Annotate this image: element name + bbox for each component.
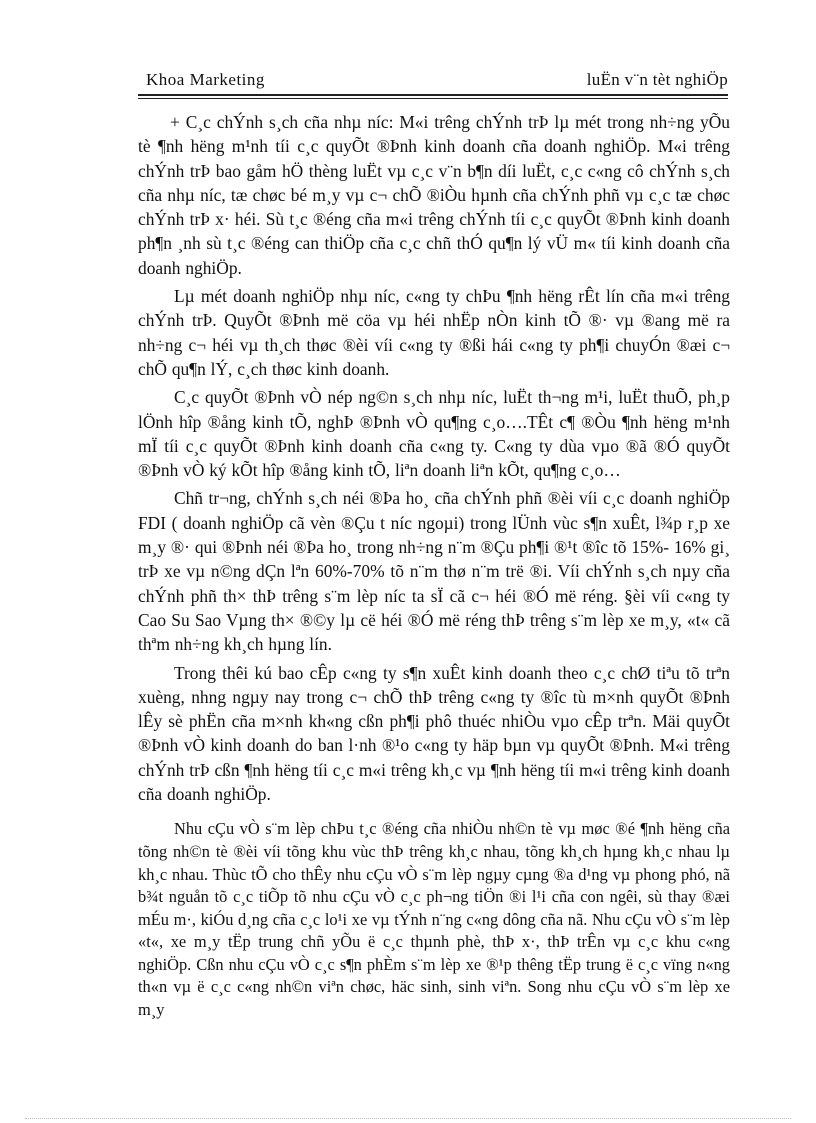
paragraph: + C¸c chÝnh s¸ch cña nhµ níc: M«i trêng chÝnh trÞ lµ mét trong nh÷ng yÕu tè ¶nh hëng m¹nh tíi c¸c quyÕt ®Þnh kinh doanh cña doanh nghiÖp. M«i trêng chÝnh trÞ bao gåm hÖ thèng luËt vµ c¸c v¨n b¶n díi luËt, c¸c c«ng cô chÝnh s¸ch cña nhµ níc, tæ chøc bé m¸y vµ c¬ chÕ ®iÒu hµnh cña chÝnh phñ vµ c¸c tæ chøc chÝnh trÞ x· héi. Sù t¸c ®éng cña m«i trêng chÝnh tíi c¸c quyÕt ®Þnh kinh doanh ph¶n ¸nh sù t¸c ®éng can thiÖp cña c¸c chñ thÓ qu¶n lý vÜ m« tíi kinh doanh cña doanh nghiÖp. [138,112,730,278]
paragraph: Chñ tr¬ng, chÝnh s¸ch néi ®Þa ho¸ cña chÝnh phñ ®èi víi c¸c doanh nghiÖp FDI ( doanh nghiÖp cã vèn ®Çu t níc ngoµi) trong lÜnh vùc s¶n xuÊt, l¾p r¸p xe m¸y ®· qui ®Þnh néi ®Þa ho¸ trong nh÷ng n¨m ®Çu ph¶i ®¹t ®îc tõ 15%- 16% gi¸ trÞ xe vµ n©ng dÇn lªn 60%-70% tõ n¨m thø n¨m trë ®i. Víi chÝnh s¸ch nµy cña chÝnh phñ th× thÞ trêng s¨m lèp níc ta sÏ cã c¬ héi ®Ó më réng. §èi víi c«ng ty Cao Su Sao Vµng th× ®©y lµ cë héi ®Ó më réng thÞ trêng s¨m lèp xe m¸y, «t« cã thªm nh÷ng kh¸ch hµng lín. [138,488,730,655]
page-bottom-border [25,1118,791,1119]
header-faculty: Khoa Marketing [146,70,265,89]
header-rule-thin [138,98,728,99]
page-header [138,66,728,96]
paragraph: Nhu cÇu vÒ s¨m lèp chÞu t¸c ®éng cña nhiÒu nh©n tè vµ møc ®é ¶nh hëng cña tõng nh©n tè ®èi víi tõng khu vùc thÞ trêng kh¸c nhau, tõng kh¸ch hµng kh¸c nhau lµ kh¸c nhau. Thùc tÕ cho thÊy nhu cÇu vÒ s¨m lèp ngµy cµng ®a d¹ng vµ phong phó, nã b¾t nguån tõ c¸c tiÕp tõ nhu cÇu vÒ c¸c ph¬ng tiÖn ®i l¹i cña con ngêi, sù thay ®æi mÉu m·, kiÓu d¸ng cña c¸c lo¹i xe vµ tÝnh n¨ng c«ng dông cña nã. Nhu cÇu vÒ s¨m lèp «t«, xe m¸y tËp trung chñ yÕu ë c¸c thµnh phè, thÞ x·, thÞ trÊn vµ c¸c khu c«ng nghiÖp. Cßn nhu cÇu vÒ c¸c s¶n phÈm s¨m lèp xe ®¹p thêng tËp trung ë c¸c vïng n«ng th«n vµ ë c¸c c«ng nh©n viªn chøc, häc sinh, sinh viªn. Song nhu cÇu vÒ s¨m lèp xe m¸y [138,819,730,1020]
paragraph: Trong thêi kú bao cÊp c«ng ty s¶n xuÊt kinh doanh theo c¸c chØ tiªu tõ trªn xuèng, nhng ngµy nay trong c¬ chÕ thÞ trêng c«ng ty ®îc tù m×nh quyÕt ®Þnh lÊy sè phËn cña m×nh kh«ng cßn ph¶i phô thuéc nhiÒu vµo cÊp trªn. Mäi quyÕt ®Þnh vÒ kinh doanh do ban l·nh ®¹o c«ng ty häp bµn vµ quyÕt ®Þnh. M«i trêng chÝnh trÞ cßn ¶nh hëng tíi c¸c m«i trêng kh¸c vµ ¶nh hëng tíi m«i trêng kinh doanh cña doanh nghiÖp. [138,662,730,805]
document-body [138,110,730,1026]
paragraph: C¸c quyÕt ®Þnh vÒ nép ng©n s¸ch nhµ níc, luËt th¬ng m¹i, luËt thuÕ, ph¸p lÖnh hîp ®ång kinh tÕ, nghÞ ®Þnh vÒ qu¶ng c¸o….TÊt c¶ ®Òu ¶nh hëng m¹nh mÏ tíi c¸c quyÕt ®Þnh kinh doanh cña c«ng ty. C«ng ty dùa vµo ®ã ®Ó quyÕt ®Þnh vÒ ký kÕt hîp ®ång kinh tÕ, liªn doanh liªn kÕt, qu¶ng c¸o… [138,387,730,481]
paragraph: Lµ mét doanh nghiÖp nhµ níc, c«ng ty chÞu ¶nh hëng rÊt lín cña m«i trêng chÝnh trÞ. QuyÕt ®Þnh më cöa vµ héi nhËp nÒn kinh tÕ ®· vµ ®ang më ra nh÷ng c¬ héi vµ th¸ch thøc ®èi víi c«ng ty ®ßi hái c«ng ty ph¶i chuyÓn ®æi c¬ chÕ qu¶n lÝ, c¸ch thøc kinh doanh. [138,286,730,379]
header-thesis-title: luËn v¨n tèt nghiÖp [586,70,728,89]
header-rule-thick [138,94,728,96]
